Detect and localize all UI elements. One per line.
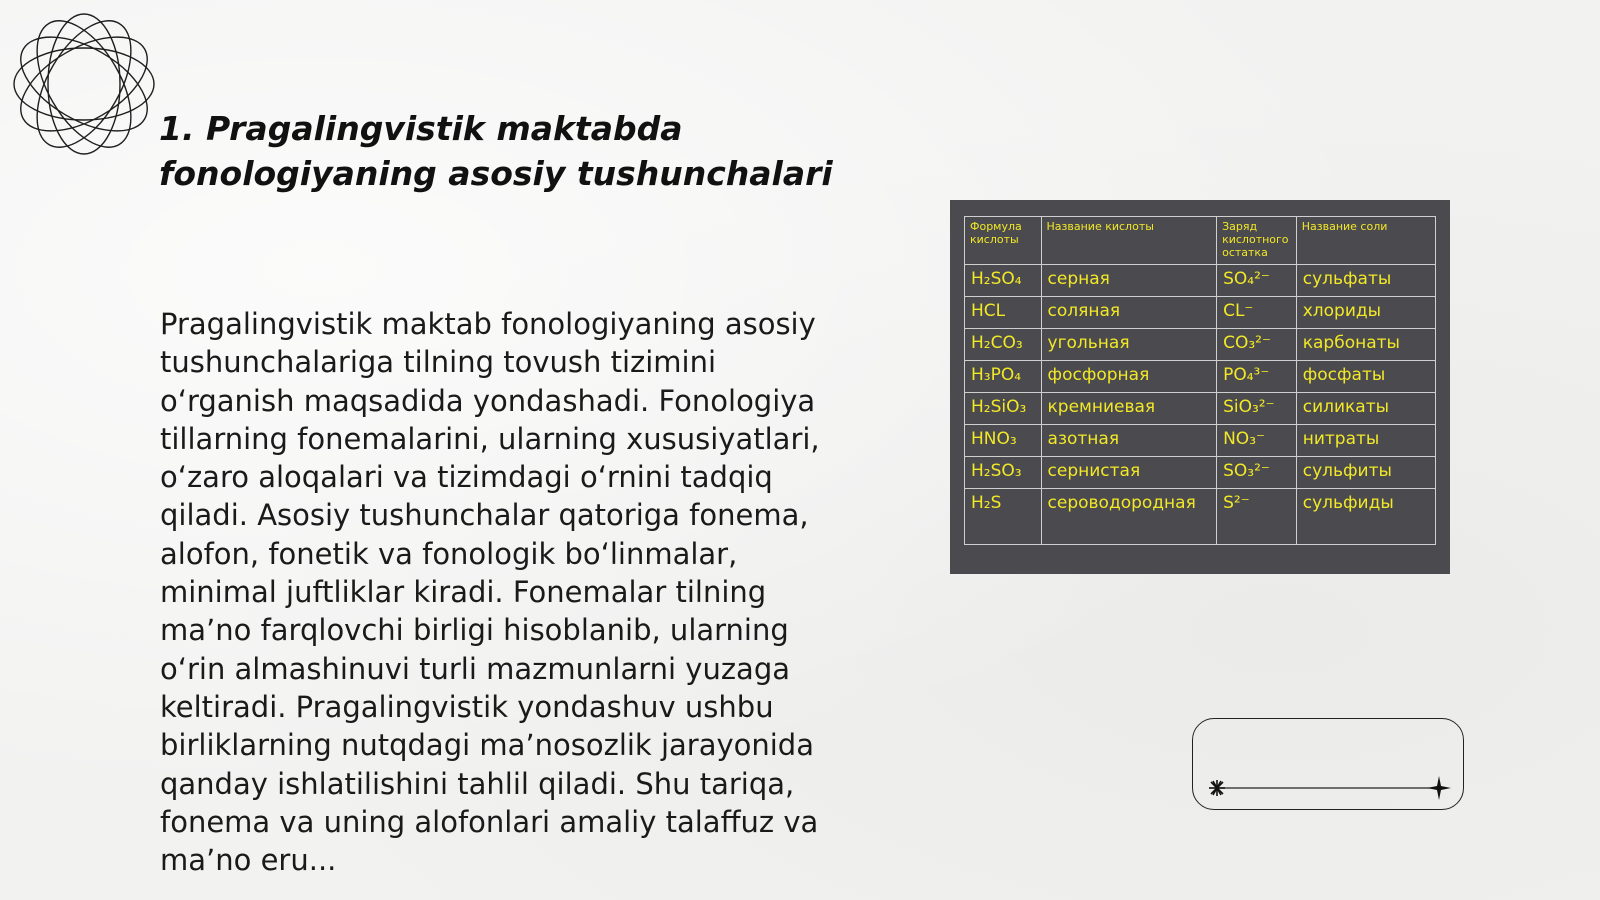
sparkle-icon [1427,776,1451,800]
table-header-row [965,217,1436,265]
cell-formula: H₂SiO₃ [965,393,1042,425]
acid-table [964,216,1436,545]
cell-acid-name: азотная [1041,425,1217,457]
cell-acid-name: фосфорная [1041,361,1217,393]
cell-formula: H₂S [965,489,1042,545]
cell-acid-name: сероводородная [1041,489,1217,545]
header-salt-name: Название соли [1296,217,1435,265]
body-paragraph: Pragalingvistik maktab fonologiyaning asosiy tushunchalariga tilning tovush tizimini o‘rganish maqsadida yondashadi. Fonologiya tillarning fonemalarini, ularning xususiyatlari, o‘zaro aloqalari va tizimdagi o‘rnini tadqiq qiladi. Asosiy tushunchalar qatoriga fonema, alofon, fonetik va fonologik bo‘linmalar, minimal juftliklar kiradi. Fonemalar tilning ma’no farqlovchi birligi hisoblanib, ularning o‘rin almashinuvi turli mazmunlarni yuzaga keltiradi. Pragalingvistik yondashuv ushbu birliklarning nutqdagi ma’nosozlik jarayonida qanday ishlatilishini tahlil qiladi. Shu tariqa, fonema va uning alofonlari amaliy talaffuz va ma’no eru... [160,307,820,878]
orbital-rings-icon [10,10,158,158]
cell-charge: CO₃²⁻ [1217,329,1297,361]
starburst-icon [1209,780,1225,796]
cell-charge: SO₃²⁻ [1217,457,1297,489]
card-line [1193,719,1465,811]
cell-charge: SO₄²⁻ [1217,265,1297,297]
cell-charge: NO₃⁻ [1217,425,1297,457]
cell-acid-name: кремниевая [1041,393,1217,425]
decorative-card [1192,718,1464,810]
cell-charge: S²⁻ [1217,489,1297,545]
header-formula: Формула кислоты [965,217,1042,265]
slide-title [159,106,879,196]
header-charge: Заряд кислотного остатка [1217,217,1297,265]
cell-salt-name: сульфаты [1296,265,1435,297]
cell-formula: H₂SO₄ [965,265,1042,297]
cell-formula: HCL [965,297,1042,329]
cell-salt-name: сульфиты [1296,457,1435,489]
cell-acid-name: соляная [1041,297,1217,329]
cell-acid-name: угольная [1041,329,1217,361]
table-row [965,361,1436,393]
cell-charge: PO₄³⁻ [1217,361,1297,393]
cell-salt-name: карбонаты [1296,329,1435,361]
cell-charge: CL⁻ [1217,297,1297,329]
table-row [965,265,1436,297]
header-acid-name: Название кислоты [1041,217,1217,265]
table-row [965,297,1436,329]
cell-salt-name: сульфиды [1296,489,1435,545]
table-row [965,457,1436,489]
table-row [965,425,1436,457]
cell-acid-name: серная [1041,265,1217,297]
cell-formula: HNO₃ [965,425,1042,457]
acid-table-image [950,200,1450,574]
cell-formula: H₂SO₃ [965,457,1042,489]
cell-charge: SiO₃²⁻ [1217,393,1297,425]
table-row [965,393,1436,425]
cell-acid-name: сернистая [1041,457,1217,489]
cell-salt-name: силикаты [1296,393,1435,425]
cell-formula: H₂CO₃ [965,329,1042,361]
cell-formula: H₃PO₄ [965,361,1042,393]
cell-salt-name: нитраты [1296,425,1435,457]
table-row [965,329,1436,361]
cell-salt-name: фосфаты [1296,361,1435,393]
title-line-1: 1. Pragalingvistik maktabda [159,109,683,148]
cell-salt-name: хлориды [1296,297,1435,329]
title-line-2: fonologiyaning asosiy tushunchalari [159,154,833,193]
table-row [965,489,1436,545]
